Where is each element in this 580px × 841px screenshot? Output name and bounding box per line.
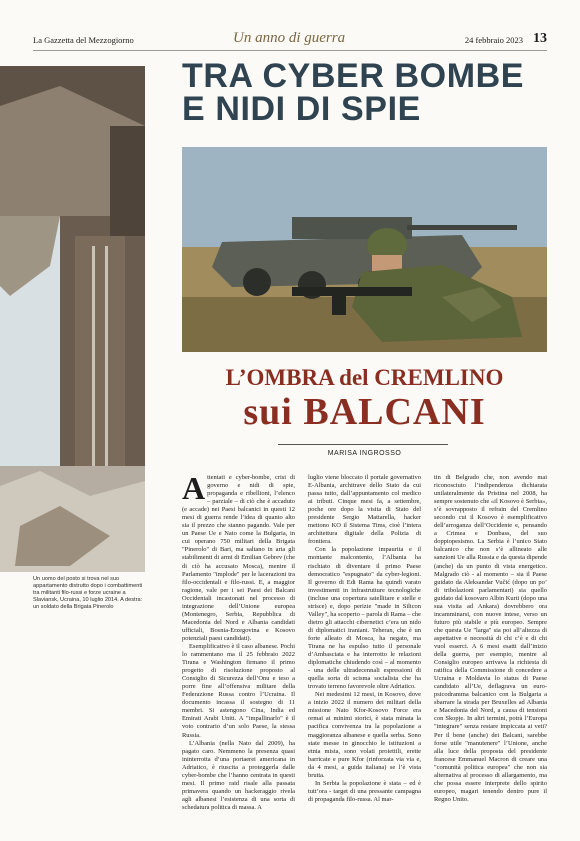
article-column-2 <box>308 474 421 804</box>
article-paragraph: L’Albania (nella Nato dal 2009), ha pagato caro. Nemmeno la presenza quasi ininterrotta d’una portaerei americana in Adriatico, è riuscita a proteggerla dalle cyber-bombe che l’hanno centrata in questi mesi. Il primo raid risale alla passata primavera quando un hackeraggio rivela agli albanesi l’esistenza di una sorta di schedatura politica di massa. A <box>182 739 295 811</box>
article-paragraph: luglio viene bloccato il portale governativo E-Albania, architrave dello Stato da cui passa tutto, dall’appuntamento col medico ai tributi. Cinque mesi fa, a settembre, poche ore dopo la visita di Stato del presidente Sergio Mattarella, hacker mettono KO il Sistema Tims, cioè l’intera architettura digitale della Polizia di frontiera. <box>308 474 421 546</box>
headline <box>182 57 562 128</box>
publication-name: La Gazzetta del Mezzogiorno <box>33 35 134 45</box>
byline-divider <box>278 444 448 445</box>
soldier-photo <box>182 147 547 352</box>
kicker-line-1: L’OMBRA del CREMLINO <box>225 365 504 390</box>
article-column-3 <box>434 474 547 804</box>
article-paragraph: In Serbia la popolazione è stata – ed è tutt’ora - target di una pressante campagna di propaganda filo-russa. Al mar- <box>308 779 421 803</box>
page-number: 13 <box>533 31 547 46</box>
headline-line-1: TRA CYBER BOMBE <box>182 57 525 95</box>
headline-line-2: E NIDI DI SPIE <box>182 90 421 128</box>
photo-caption: Un uomo del posto si trova nel suo appartamento distrutto dopo i combattimenti tra militanti filo-russi e forze ucraine a Slaviansk, Ucraina, 10 luglio 2014. A destra: un soldato della Brigata Pinerolo <box>33 576 143 610</box>
article-paragraph: Nei medesimi 12 mesi, in Kosovo, dove a inizio 2022 il numero dei militari della missione Nato Kfor-Kosovo Force era ormai ai minimi storici, è stata minata la pacifica convivenza tra la popolazione a maggioranza albanese e quella serba. Sono state messe in ginocchio le istituzioni a etnia mista, sono volati proiettili, erette barricate e pure Kfor (rinforzata via via e, da 4 mesi, a guida italiana) se l’è vista brutta. <box>308 691 421 779</box>
running-header <box>33 30 547 51</box>
article-paragraph: Attentati e cyber-bombe, crisi di governo e nidi di spie, propaganda e ribellioni, l’elenco – parziale – di ciò che è accaduto (e accade) nei Paesi balcanici in questi 12 mesi di guerra rende l’idea di quanto alto sia il prezzo che stanno pagando. Vale per un Paese Ue e Nato come la Bulgaria, in cui operano 750 militari della Brigata "Pinerolo" di Bari, ma saltano in aria gli stabilimenti di armi di Emilian Gebrev (che di ciò ha accusato Mosca), mentre il Parlamento "implode" per le lacerazioni tra filo-occidentali e filo-russi. E, a maggior ragione, vale per i sei Paesi dei Balcani Occidentali incastonati nel processo di integrazione dell’Unione europea (Montenegro, Serbia, Repubblica di Macedonia del Nord e Albania candidati ufficiali, Bosnia-Erzegovina e Kosovo potenziali paesi candidati). <box>182 470 295 642</box>
byline: MARISA INGROSSO <box>327 450 402 457</box>
article-paragraph: Con la popolazione impaurita e il montante malcontento, l’Albania ha rischiato di diventare il primo Paese democratico "espugnato" da cyber-legioni. Il governo di Edi Rama ha quindi varato investimenti in infrastrutture tecnologiche (incluse una copertura satellitare e stelle e strisce) e, dopo perizie "made in Silicon Valley", ha scoperto – parola di Rama – che dietro gli attacchi cibernetici c’era un nido di diplomatici iraniani. Teheran, che è un forte alleato di Mosca, ha negato, ma Tirana ne ha espulso tutto il personale d’Ambasciata e ha interrotto le relazioni diplomatiche chiudendo così – al momento - una delle ultradecennali espressioni di quella sorta di scisma socialista che ha trovato terreno favorevole oltre Adriatico. <box>308 546 421 691</box>
issue-date: 24 febbraio 2023 <box>464 35 523 45</box>
article-paragraph: Esemplificativo è il caso albanese. Pochi lo rammentano ma il 25 febbraio 2022 Tirana e Washington firmano il primo progetto di risoluzione proposto al Consiglio di Sicurezza dell’Onu e teso a porre fine all’offensiva militare della Federazione Russa contro l’Ucraina. Il documento incassa il sostegno di 11 membri. Si astengono Cina, India ed Emirati Arabi Uniti. A "impallinarlo" è il voto contrario d’un solo Paese, la stessa Russia. <box>182 642 295 739</box>
article-paragraph: tin di Belgrado che, non avendo mai riconosciuto l’indipendenza dichiarata unilateralmente da Pristina nel 2008, ha sempre sostenuto che «il Kosovo è Serbia», s’è sovrapposto il refrain del Cremlino secondo cui il Kosovo è esemplificativo dell’arroganza dell’Occidente e, pensando a Crimea e Donbass, del suo doppiopesismo. La Serbia è l’unico Stato balcanico che non s’è allineato alle sanzioni Ue alla Russia e da questa dipende (anche) da un punto di vista energetico. Malgrado ciò - al momento – sia il Paese guidato da Aleksandar Vučić (dopo un po’ di tribolazioni parlamentari) sia quello guidato dal kosovaro Albin Kurti (dopo una sua visita ad Ankara) dovrebbero ora incamminarsi, con nuove intese, verso un futuro più stabile e più europeo. Sempre che questa Ue "larga" sia poi all’altezza di aspettative e necessità di chi c’è e di chi vuol esserci. A 6 mesi esatti dall’inizio della guerra, per esempio, mentre al Consiglio europeo arrivava la richiesta di ratifica della Commissione di concedere a Ucraina e Moldavia lo status di Paese candidato all’Ue, deflagrava un euro-psicodramma balcanico con la Bulgaria a sbarrare la strada per Bruxelles ad Albania e Macedonia del Nord, a causa di tensioni con Skopje. In altri termini, potrà l’Europa "integrare" senza restare impiccata ai veti? Per il bene (anche) dei Balcani, sarebbe forse utile "manutenere" l’Unione, anche alla luce della proposta del presidente francese Emmanuel Macron di creare una "comunità politica europea" che non sia alternativa al processo di allargamento, ma che possa essere interprete dello spirito europeo, magari tenendo dentro pure il Regno Unito. <box>434 474 547 803</box>
drop-cap: A <box>182 470 206 506</box>
kicker <box>182 364 547 432</box>
kicker-line-2: sui BALCANI <box>243 391 486 433</box>
section-title: Un anno di guerra <box>233 30 346 46</box>
article-column-1 <box>182 470 295 812</box>
destroyed-apartment-photo <box>0 66 145 572</box>
